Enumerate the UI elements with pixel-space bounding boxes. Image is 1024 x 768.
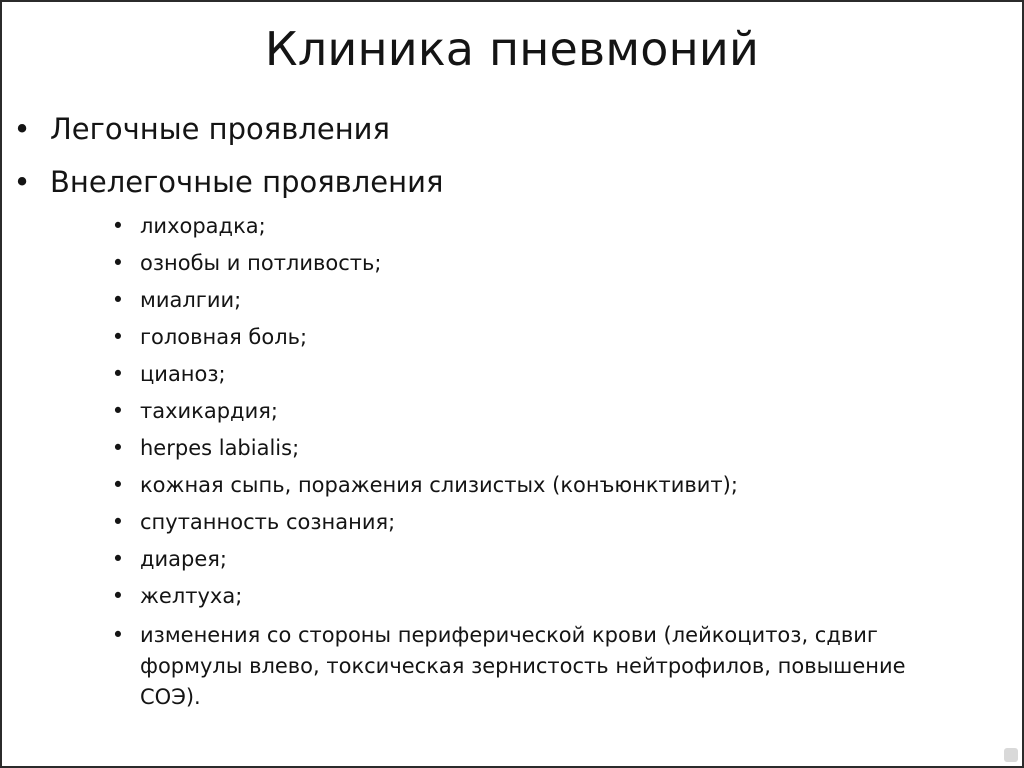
corner-watermark [1004, 748, 1018, 762]
bullet-icon: • [111, 510, 125, 534]
main-point-text: Внелегочные проявления [50, 165, 444, 199]
sub-point-text: изменения со стороны периферической крови (лейкоцитоз, сдвиг формулы влево, токсическая зернистость нейтрофилов, повышение СОЭ). [140, 623, 906, 709]
sub-point-text: желтуха; [140, 584, 243, 608]
sub-point [110, 322, 990, 353]
main-point-text: Легочные проявления [50, 112, 390, 146]
sub-point-text: миалгии; [140, 288, 242, 312]
sub-point [110, 544, 990, 575]
sub-point-text: диарея; [140, 547, 227, 571]
bullet-icon: • [111, 473, 125, 497]
sub-point-text: кожная сыпь, поражения слизистых (конъюнктивит); [140, 473, 738, 497]
bullet-icon: • [111, 436, 125, 460]
bullet-icon: • [13, 112, 31, 146]
bullet-icon: • [111, 584, 125, 608]
bullet-icon: • [111, 325, 125, 349]
sub-point [110, 359, 990, 390]
bullet-icon: • [111, 288, 125, 312]
sub-point [110, 285, 990, 316]
sub-point-text: тахикардия; [140, 399, 278, 423]
sub-point [110, 507, 990, 538]
bullet-icon: • [13, 165, 31, 199]
bullet-icon: • [111, 362, 125, 386]
bullet-icon: • [111, 251, 125, 275]
sub-point-text: ознобы и потливость; [140, 251, 382, 275]
bullet-icon: • [111, 623, 125, 647]
bullet-icon: • [111, 547, 125, 571]
sub-point [110, 620, 990, 713]
bullet-icon: • [111, 214, 125, 238]
sub-point-text: herpes labialis; [140, 436, 300, 460]
sub-point [110, 248, 990, 279]
sub-point [110, 211, 990, 242]
bullet-icon: • [111, 399, 125, 423]
sub-point [110, 470, 990, 501]
slide-title: Клиника пневмоний [264, 22, 760, 76]
sub-point [110, 581, 990, 612]
sub-point [110, 433, 990, 464]
sub-point-text: головная боль; [140, 325, 308, 349]
sub-point-text: лихорадка; [140, 214, 266, 238]
sub-point-text: цианоз; [140, 362, 226, 386]
sub-point-text: спутанность сознания; [140, 510, 396, 534]
sub-point [110, 396, 990, 427]
